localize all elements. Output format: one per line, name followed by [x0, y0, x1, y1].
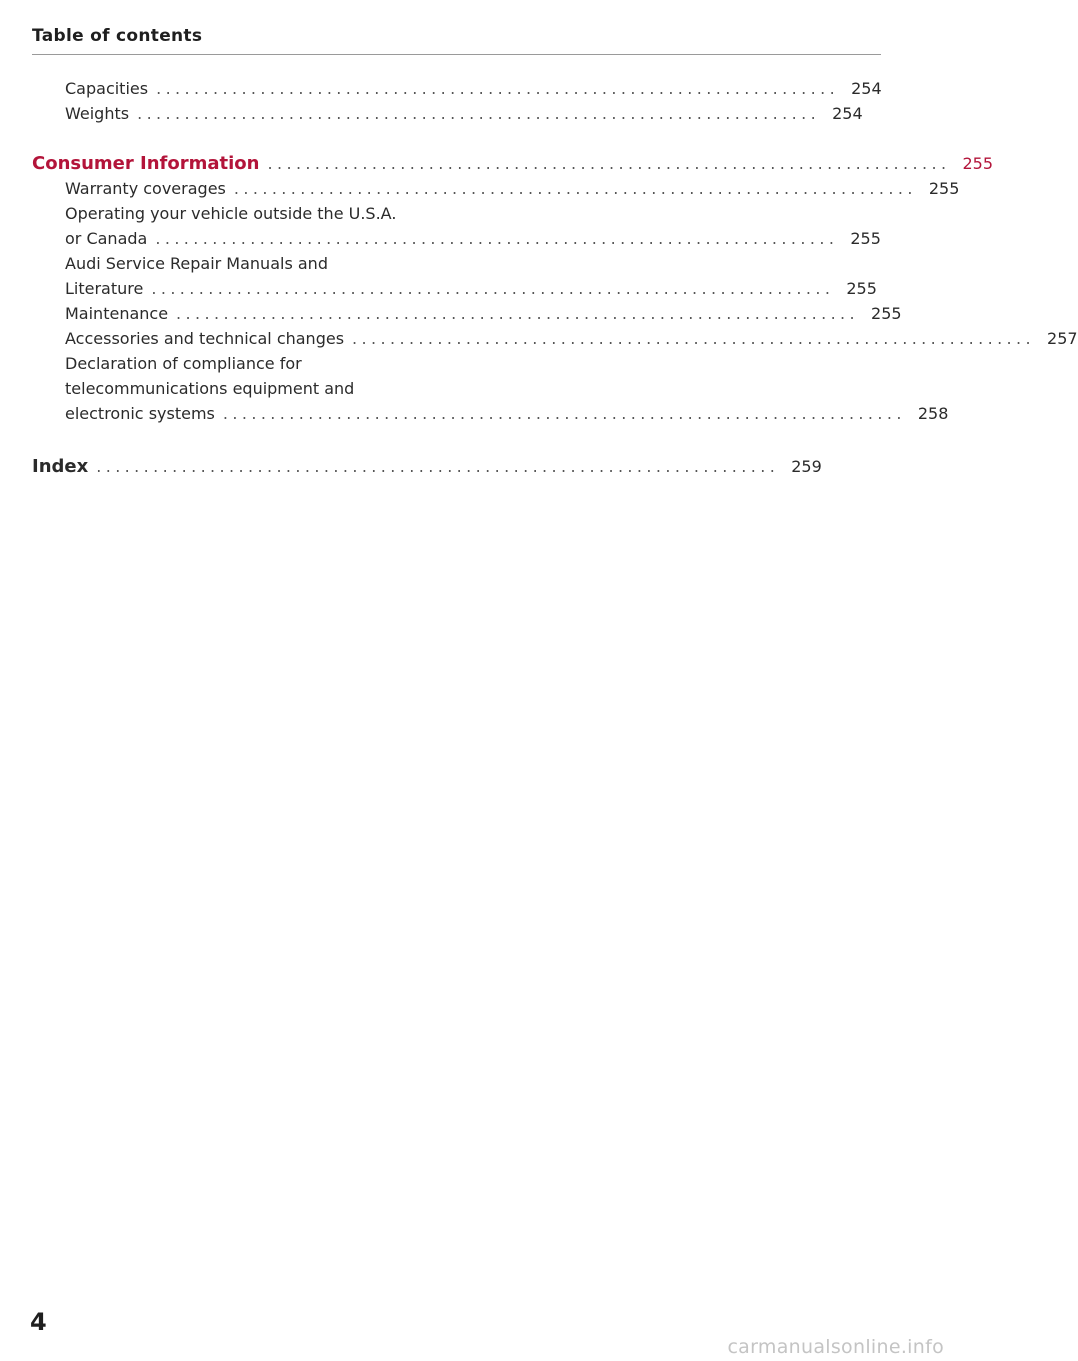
- toc-entry-label-line: Audi Service Repair Manuals and: [65, 254, 328, 273]
- toc-entry-label: Accessories and technical changes: [65, 329, 345, 348]
- toc-entry-maintenance[interactable]: [32, 301, 902, 326]
- toc-entry-service-manuals[interactable]: [32, 251, 877, 301]
- toc-entry-weights[interactable]: [32, 101, 863, 126]
- toc-section-index[interactable]: [32, 454, 822, 479]
- dot-leader: ........................................................................: [352, 329, 1036, 348]
- toc-entry-page: 255: [871, 304, 902, 323]
- header-title: Table of contents: [32, 26, 203, 46]
- toc-entry-label-line: Declaration of compliance for: [65, 354, 302, 373]
- toc-section-consumer-information[interactable]: [32, 151, 994, 176]
- dot-leader: ........................................................................: [222, 404, 906, 423]
- page-header: [32, 26, 881, 55]
- toc-entry-warranty-coverages[interactable]: [32, 176, 960, 201]
- toc-entry-label-line: or Canada: [65, 229, 148, 248]
- toc-entry-label-line: Literature: [65, 279, 144, 298]
- toc-entry-page: 257: [1047, 329, 1078, 348]
- toc-section-page: 255: [962, 154, 994, 173]
- toc-section-title: Index: [32, 456, 89, 477]
- toc-entry-declaration[interactable]: [32, 351, 949, 426]
- dot-leader: ........................................................................: [137, 104, 821, 123]
- dot-leader: ........................................................................: [156, 79, 840, 98]
- toc-entry-label: Maintenance: [65, 304, 169, 323]
- toc-entry-label-line: Operating your vehicle outside the U.S.A.: [65, 204, 397, 223]
- toc-entry-operating-outside[interactable]: [32, 201, 881, 251]
- watermark: carmanualsonline.info: [727, 1336, 944, 1358]
- toc-entry-label: Capacities: [65, 79, 149, 98]
- dot-leader: ........................................................................: [96, 457, 780, 476]
- toc-entry-page: 254: [851, 79, 882, 98]
- toc-entry-capacities[interactable]: [32, 76, 882, 101]
- toc-entry-page: 258: [917, 404, 949, 423]
- dot-leader: ........................................................................: [155, 229, 839, 248]
- toc-entry-label: Warranty coverages: [65, 179, 226, 198]
- table-of-contents: [32, 76, 1078, 479]
- toc-entry-page: 255: [928, 179, 960, 198]
- dot-leader: ........................................................................: [176, 304, 860, 323]
- toc-entry-label: Weights: [65, 104, 130, 123]
- page-number: 4: [30, 1308, 47, 1336]
- toc-entry-label-line: electronic systems: [65, 404, 215, 423]
- toc-section-title: Consumer Information: [32, 153, 260, 174]
- toc-entry-page: 255: [850, 229, 881, 248]
- dot-leader: ........................................................................: [233, 179, 917, 198]
- toc-entry-accessories[interactable]: [32, 326, 1078, 351]
- toc-entry-page: 255: [846, 279, 877, 298]
- toc-section-page: 259: [791, 457, 822, 476]
- dot-leader: ........................................................................: [267, 154, 951, 173]
- dot-leader: ........................................................................: [151, 279, 835, 298]
- toc-entry-page: 254: [832, 104, 863, 123]
- toc-entry-label-line: telecommunications equipment and: [65, 379, 355, 398]
